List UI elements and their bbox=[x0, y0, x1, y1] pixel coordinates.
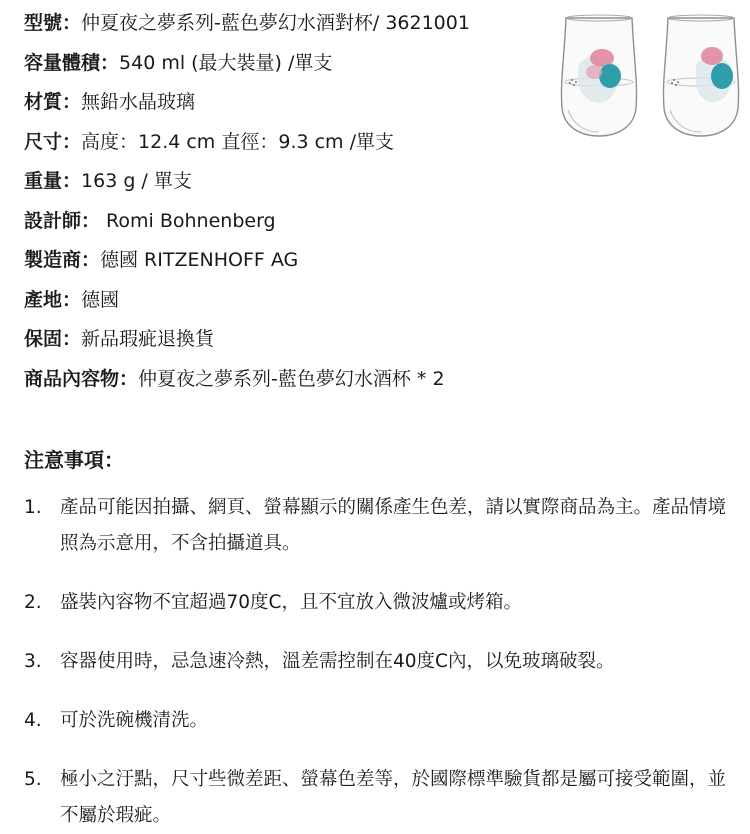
spec-label: 重量： bbox=[24, 170, 82, 192]
spec-label: 商品內容物： bbox=[24, 367, 139, 390]
note-number: 1. bbox=[24, 497, 42, 518]
glass-left bbox=[561, 15, 636, 136]
spec-label: 產地： bbox=[24, 288, 82, 311]
spec-value: 163 g / 單支 bbox=[81, 170, 192, 192]
note-text: 可於洗碗機清洗。 bbox=[60, 710, 209, 731]
spec-value: 新品瑕疵退換貨 bbox=[81, 328, 215, 350]
spec-designer bbox=[24, 208, 564, 248]
note-number: 3. bbox=[24, 651, 42, 672]
spec-label: 保固： bbox=[24, 328, 82, 350]
spec-capacity bbox=[24, 50, 564, 90]
spec-weight bbox=[24, 168, 564, 208]
spec-label: 製造商： bbox=[24, 249, 101, 271]
spec-label: 容量體積： bbox=[24, 51, 120, 74]
spec-label: 材質： bbox=[24, 91, 82, 113]
glass-right bbox=[663, 15, 738, 136]
note-text: 產品可能因拍攝、網頁、螢幕顯示的關係產生色差，請以實際商品為主。產品情境照為示意用，不含拍攝道具。 bbox=[60, 497, 727, 554]
product-image bbox=[552, 10, 750, 145]
note-item bbox=[24, 762, 736, 834]
note-number: 5. bbox=[24, 769, 42, 790]
notes-list bbox=[24, 490, 736, 834]
spec-value: 德國 RITZENHOFF AG bbox=[100, 249, 299, 271]
spec-value: 仲夏夜之夢系列-藍色夢幻水酒杯 * 2 bbox=[138, 367, 445, 390]
spec-list bbox=[24, 10, 564, 405]
spec-label: 設計師： bbox=[24, 209, 101, 232]
spec-contents bbox=[24, 366, 564, 406]
spec-value: 德國 bbox=[81, 288, 120, 311]
note-number: 4. bbox=[24, 710, 42, 731]
note-item bbox=[24, 644, 736, 680]
note-item bbox=[24, 703, 736, 739]
note-text: 極小之汙點，尺寸些微差距、螢幕色差等，於國際標準驗貨都是屬可接受範圍，並不屬於瑕疵。 bbox=[60, 769, 727, 826]
spec-value: 540 ml (最大裝量) /單支 bbox=[119, 51, 333, 74]
note-item bbox=[24, 490, 736, 562]
spec-value: 無鉛水晶玻璃 bbox=[81, 91, 196, 113]
note-item bbox=[24, 585, 736, 621]
spec-label: 型號： bbox=[24, 12, 82, 34]
spec-label: 尺寸： bbox=[24, 130, 82, 153]
spec-manufacturer bbox=[24, 247, 564, 287]
spec-dimensions bbox=[24, 129, 564, 169]
note-number: 2. bbox=[24, 592, 42, 613]
spec-value: 高度：12.4 cm 直徑：9.3 cm /單支 bbox=[81, 130, 395, 153]
spec-model bbox=[24, 10, 564, 50]
spec-material bbox=[24, 89, 564, 129]
spec-warranty bbox=[24, 326, 564, 366]
glass-pair-illustration bbox=[552, 10, 750, 145]
spec-value: 仲夏夜之夢系列-藍色夢幻水酒對杯/ 3621001 bbox=[81, 12, 470, 34]
note-text: 盛裝內容物不宜超過70度C，且不宜放入微波爐或烤箱。 bbox=[60, 592, 522, 613]
spec-origin bbox=[24, 287, 564, 327]
spec-value: Romi Bohnenberg bbox=[100, 209, 276, 232]
notes-heading: 注意事項： bbox=[24, 448, 124, 472]
note-text: 容器使用時，忌急速冷熱，溫差需控制在40度C內，以免玻璃破裂。 bbox=[60, 651, 615, 672]
